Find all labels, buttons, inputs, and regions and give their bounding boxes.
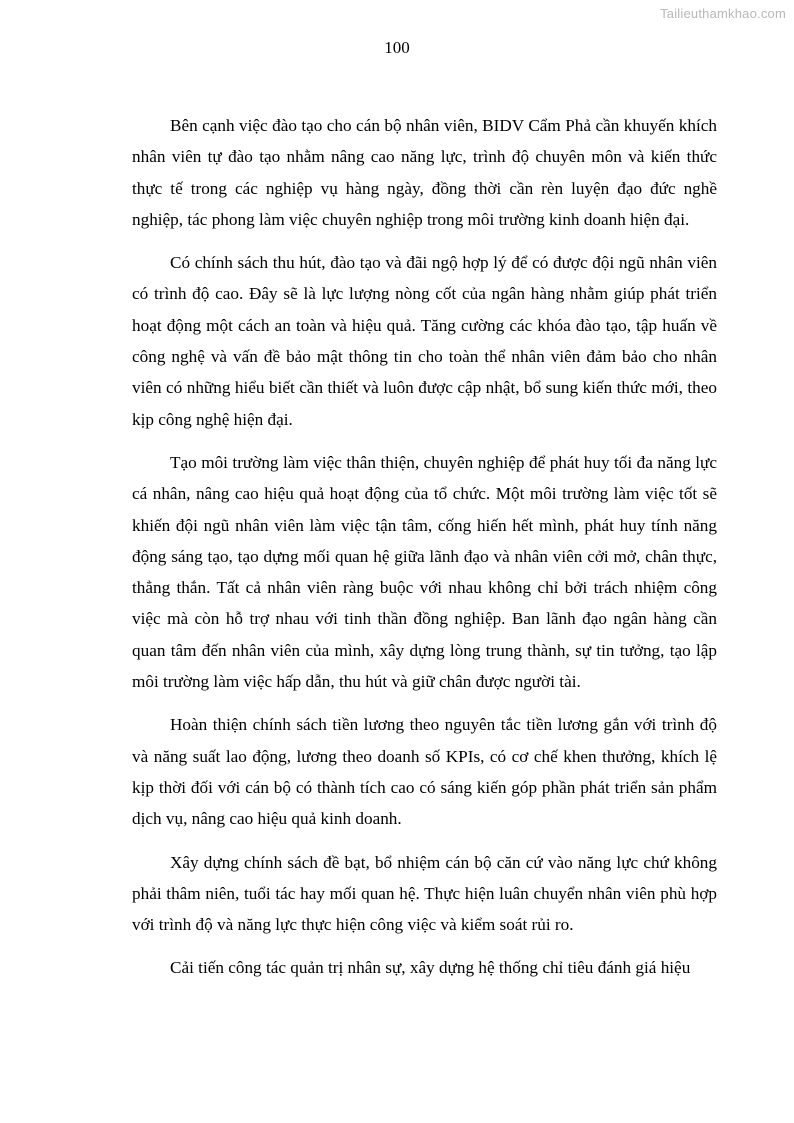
- paragraph-hr-management: Cải tiến công tác quản trị nhân sự, xây dựng hệ thống chỉ tiêu đánh giá hiệu: [170, 958, 691, 978]
- page-number: 100: [384, 38, 410, 57]
- paragraph-work-environment: Tạo môi trường làm việc thân thiện, chuyên nghiệp để phát huy tối đa năng lực cá nhân, nâng cao hiệu quả hoạt động của tổ chức. Một môi trường làm việc tốt sẽ khiến đội ngũ nhân viên làm việc tận tâm, cống hiến hết mình, phát huy tính năng động sáng tạo, tạo dựng mối quan hệ giữa lãnh đạo và nhân viên cởi mở, chân thực, thẳng thắn. Tất cả nhân viên ràng buộc với nhau không chỉ bởi trách nhiệm công việc mà còn hỗ trợ nhau với tinh thần đồng nghiệp. Ban lãnh đạo ngân hàng cần quan tâm đến nhân viên của mình, xây dựng lòng trung thành, sự tin tưởng, tạo lập môi trường làm việc hấp dẫn, thu hút và giữ chân được người tài.: [132, 452, 717, 692]
- paragraph-recruitment-policy: Có chính sách thu hút, đào tạo và đãi ngộ hợp lý để có được đội ngũ nhân viên có trình độ cao. Đây sẽ là lực lượng nòng cốt của ngân hàng nhằm giúp phát triển hoạt động một cách an toàn và hiệu quả. Tăng cường các khóa đào tạo, tập huấn về công nghệ và vấn đề bảo mật thông tin cho toàn thể nhân viên đảm bảo cho nhân viên có những hiểu biết cần thiết và luôn được cập nhật, bổ sung kiến thức mới, theo kịp công nghệ hiện đại.: [132, 253, 717, 429]
- paragraph-salary-policy: Hoàn thiện chính sách tiền lương theo nguyên tắc tiền lương gắn với trình độ và năng suất lao động, lương theo doanh số KPIs, có cơ chế khen thưởng, khích lệ kịp thời đối với cán bộ có thành tích cao có sáng kiến góp phần phát triển sản phẩm dịch vụ, nâng cao hiệu quả kinh doanh.: [132, 715, 717, 829]
- watermark: Tailieuthamkhao.com: [660, 6, 786, 21]
- paragraph-promotion-policy: Xây dựng chính sách đề bạt, bổ nhiệm cán bộ căn cứ vào năng lực chứ không phải thâm niên, tuổi tác hay mối quan hệ. Thực hiện luân chuyển nhân viên phù hợp với trình độ và năng lực thực hiện công việc và kiểm soát rủi ro.: [132, 852, 717, 935]
- paragraph-training: Bên cạnh việc đào tạo cho cán bộ nhân viên, BIDV Cẩm Phả cần khuyến khích nhân viên tự đào tạo nhằm nâng cao năng lực, trình độ chuyên môn và kiến thức thực tế trong các nghiệp vụ hàng ngày, đồng thời cần rèn luyện đạo đức nghề nghiệp, tác phong làm việc chuyên nghiệp trong môi trường kinh doanh hiện đại.: [132, 116, 717, 229]
- document-body: [132, 110, 717, 996]
